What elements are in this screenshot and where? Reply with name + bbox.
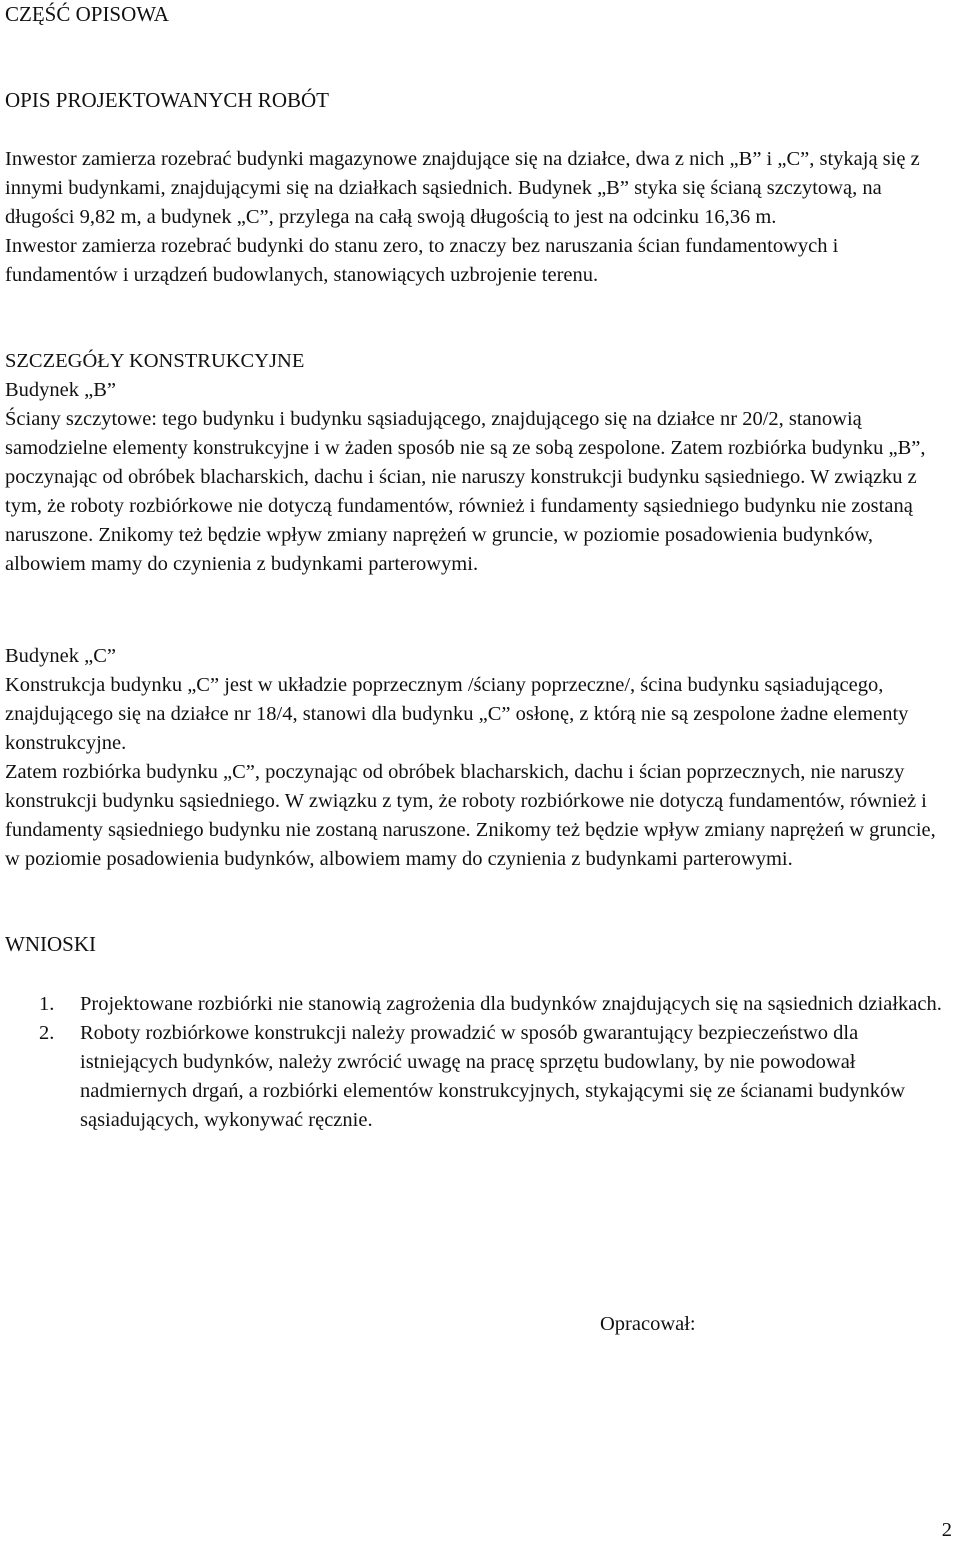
list-item xyxy=(5,1019,955,1135)
document-title: CZĘŚĆ OPISOWA xyxy=(5,2,169,26)
section-heading-conclusions: WNIOSKI xyxy=(5,932,96,956)
intro-section xyxy=(5,145,955,290)
page-number: 2 xyxy=(941,1519,952,1541)
building-c-paragraph-2: Zatem rozbiórka budynku „C”, poczynając od obróbek blacharskich, dachu i ścian poprzecznych, nie naruszy konstrukcji budynku sąsiedniego. W związku z tym, że roboty rozbiórkowe nie dotyczą fundamentów, również i fundamenty sąsiedniego budynku nie zostaną naruszone. Znikomy też będzie wpływ zmiany naprężeń w gruncie, w poziomie posadowienia budynków, albowiem mamy do czynienia z budynkami parterowymi. xyxy=(5,761,936,870)
list-item-text: Projektowane rozbiórki nie stanowią zagrożenia dla budynków znajdujących się na sąsiednich działkach. xyxy=(80,993,942,1015)
building-b-paragraph: Ściany szczytowe: tego budynku i budynku sąsiadującego, znajdującego się na działce nr 20/2, stanowią samodzielne elementy konstrukcyjne i w żaden sposób nie są ze sobą zespolone. Zatem rozbiórka budynku „B”, poczynając od obróbek blacharskich, dachu i ścian, nie naruszy konstrukcji budynku sąsiedniego. W związku z tym, że roboty rozbiórkowe nie dotyczą fundamentów, również i fundamenty sąsiedniego budynku nie zostaną naruszone. Znikomy też będzie wpływ zmiany naprężeń w gruncie, w poziomie posadowienia budynków, albowiem mamy do czynienia z budynkami parterowymi. xyxy=(5,408,926,575)
conclusions-list xyxy=(5,990,955,1135)
building-c-paragraph-1: Konstrukcja budynku „C” jest w układzie poprzecznym /ściany poprzeczne/, ścina budynku sąsiadującego, znajdującego się na działce nr 18/4, stanowi dla budynku „C” osłonę, z którą nie są zespolone żadne elementy konstrukcyjne. xyxy=(5,674,909,754)
building-c-section xyxy=(5,642,955,874)
intro-paragraph-2: Inwestor zamierza rozebrać budynki do stanu zero, to znaczy bez naruszania ścian fundamentowych i fundamentów i urządzeń budowlanych, stanowiących uzbrojenie terenu. xyxy=(5,235,839,286)
intro-paragraph-1: Inwestor zamierza rozebrać budynki magazynowe znajdujące się na działce, dwa z nich „B” i „C”, stykają się z innymi budynkami, znajdującymi się na działkach sąsiednich. Budynek „B” styka się ścianą szczytową, na długości 9,82 m, a budynek „C”, przylega na całą swoją długością to jest na odcinku 16,36 m. xyxy=(5,148,920,228)
list-item-text: Roboty rozbiórkowe konstrukcji należy prowadzić w sposób gwarantujący bezpieczeństwo dla istniejących budynków, należy zwrócić uwagę na pracę sprzętu budowlany, by nie powodował nadmiernych drgań, a rozbiórki elementów konstrukcyjnych, stykającymi się ze ścianami budynków sąsiadujących, wykonywać ręcznie. xyxy=(80,1022,906,1131)
list-item xyxy=(5,990,955,1019)
list-item-number: 1. xyxy=(39,993,55,1015)
section-heading-opis: OPIS PROJEKTOWANYCH ROBÓT xyxy=(5,88,329,112)
signature-label: Opracował: xyxy=(600,1313,696,1335)
details-section xyxy=(5,347,955,579)
section-heading-details: SZCZEGÓŁY KONSTRUKCYJNE xyxy=(5,350,305,372)
building-c-heading: Budynek „C” xyxy=(5,645,117,667)
building-b-heading: Budynek „B” xyxy=(5,379,117,401)
list-item-number: 2. xyxy=(39,1022,55,1044)
